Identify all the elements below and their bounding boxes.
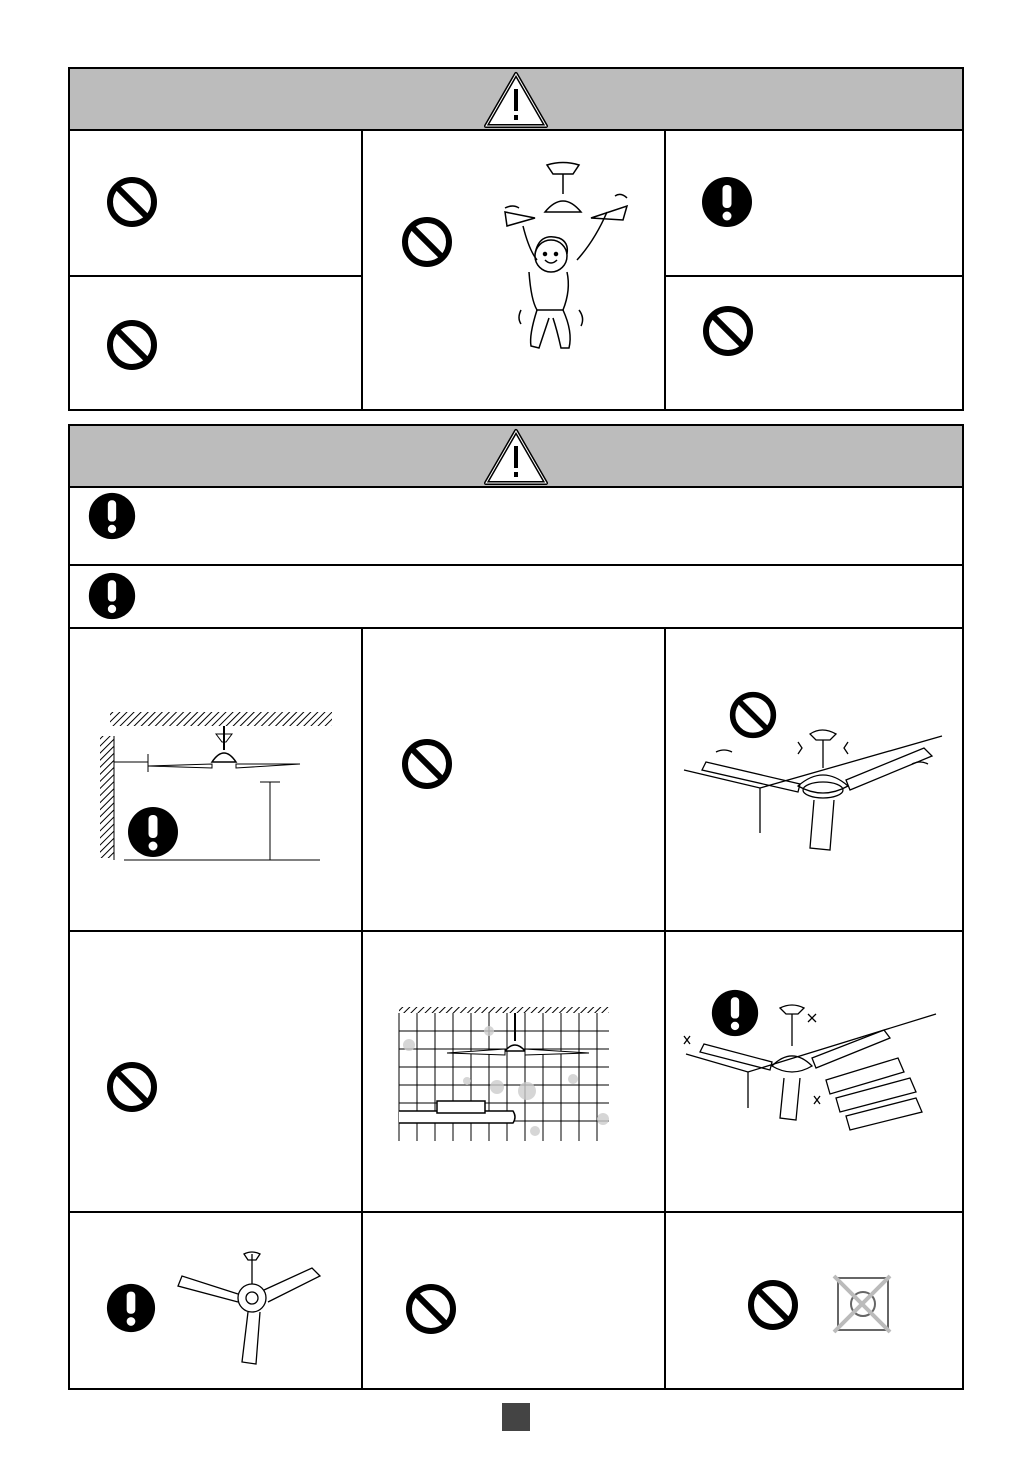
crossed-out-outlet-icon: [830, 1272, 894, 1336]
mandatory-exclamation-icon: [126, 805, 180, 859]
mandatory-exclamation-icon: [87, 571, 137, 621]
prohibition-icon: [404, 1282, 458, 1336]
child-hanging-on-fan-illustration: [495, 160, 635, 360]
prohibition-icon: [400, 737, 454, 791]
prohibition-icon: [701, 304, 755, 358]
mandatory-exclamation-icon: [87, 491, 137, 541]
mandatory-exclamation-icon: [700, 175, 754, 229]
prohibition-icon: [105, 175, 159, 229]
warning-triangle-icon: [483, 71, 549, 129]
fan-top-view-illustration: [172, 1250, 324, 1368]
page-number-marker: [502, 1403, 530, 1431]
prohibition-icon: [105, 1060, 159, 1114]
warning-header-top: [70, 69, 962, 131]
warning-header-bottom: [70, 426, 962, 488]
fan-blade-assembly-illustration: [676, 1000, 940, 1150]
vibrating-fan-illustration: [680, 718, 946, 853]
humid-room-illustration: [397, 1005, 611, 1143]
warning-box-bottom: [68, 424, 964, 1390]
prohibition-icon: [400, 215, 454, 269]
prohibition-icon: [746, 1278, 800, 1332]
prohibition-icon: [105, 318, 159, 372]
warning-triangle-icon: [483, 428, 549, 486]
mandatory-exclamation-icon: [105, 1282, 157, 1334]
